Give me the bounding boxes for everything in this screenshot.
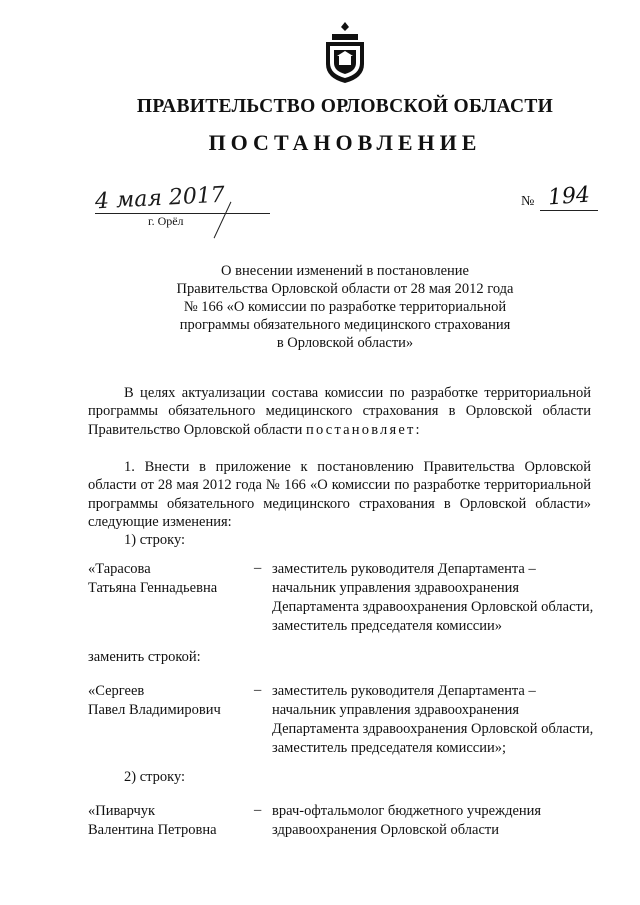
entry-3-role: врач-офтальмолог бюджетного учреждения здравоохранения Орловской области (272, 803, 542, 838)
handwritten-number: 194 (547, 182, 591, 211)
entry-2-role: заместитель руководителя Департамента – начальник управления здравоохранения Департамента здравоохранения Орловской области, заместитель председателя комиссии»; (272, 683, 594, 756)
entry-1-given-names: Татьяна Геннадьевна (88, 580, 218, 596)
entry-1-surname: «Тарасова (88, 561, 151, 577)
entry-2-name (88, 682, 258, 720)
subject-line: О внесении изменений в постановление (221, 263, 469, 279)
subitem-1-label: 1) строку: (124, 532, 186, 548)
subject-line: № 166 «О комиссии по разработке территориальной (183, 299, 507, 315)
subitem-2-label: 2) строку: (124, 769, 186, 785)
entry-2-dash: – (254, 682, 262, 698)
replace-label: заменить строкой: (88, 649, 201, 665)
entry-3-surname: «Пиварчук (88, 803, 156, 819)
preamble-paragraph (88, 384, 591, 439)
decree-word: постановляет: (306, 421, 422, 438)
item-1-paragraph: 1. Внести в приложение к постановлению Правительства Орловской области от 28 мая 2012 года № 166 «О комиссии по разработке территориальной программы обязательного медицинского страхования в Орловской области» следующие изменения: (88, 459, 591, 531)
city-label: г. Орёл (148, 214, 184, 228)
entry-3-dash: – (254, 802, 262, 818)
subject-line: программы обязательного медицинского страхования (179, 317, 511, 333)
entry-2-given-names: Павел Владимирович (88, 702, 221, 718)
organization-title: ПРАВИТЕЛЬСТВО ОРЛОВСКОЙ ОБЛАСТИ (136, 96, 554, 117)
entry-3-given-names: Валентина Петровна (88, 822, 217, 838)
preamble-text: В целях актуализации состава комиссии по разработке территориальной программы обязательного медицинского страхования в Орловской области Правительство Орловской области (88, 385, 591, 438)
number-underline (540, 210, 598, 211)
entry-3-name (88, 802, 258, 840)
entry-1-role: заместитель руководителя Департамента – начальник управления здравоохранения Департамента здравоохранения Орловской области, заместитель председателя комиссии» (272, 561, 594, 634)
subject-line: Правительства Орловской области от 28 мая 2012 года (176, 281, 514, 297)
number-label: № (521, 194, 535, 209)
document-type-title: ПОСТАНОВЛЕНИЕ (208, 130, 482, 155)
entry-1-dash: – (254, 560, 262, 576)
coat-of-arms-icon (318, 20, 372, 84)
entry-2-surname: «Сергеев (88, 683, 145, 699)
subject-line: в Орловской области» (276, 335, 414, 351)
handwritten-date: 4 мая 2017 (94, 182, 226, 215)
document-subject (170, 262, 520, 352)
entry-1-name (88, 560, 258, 598)
